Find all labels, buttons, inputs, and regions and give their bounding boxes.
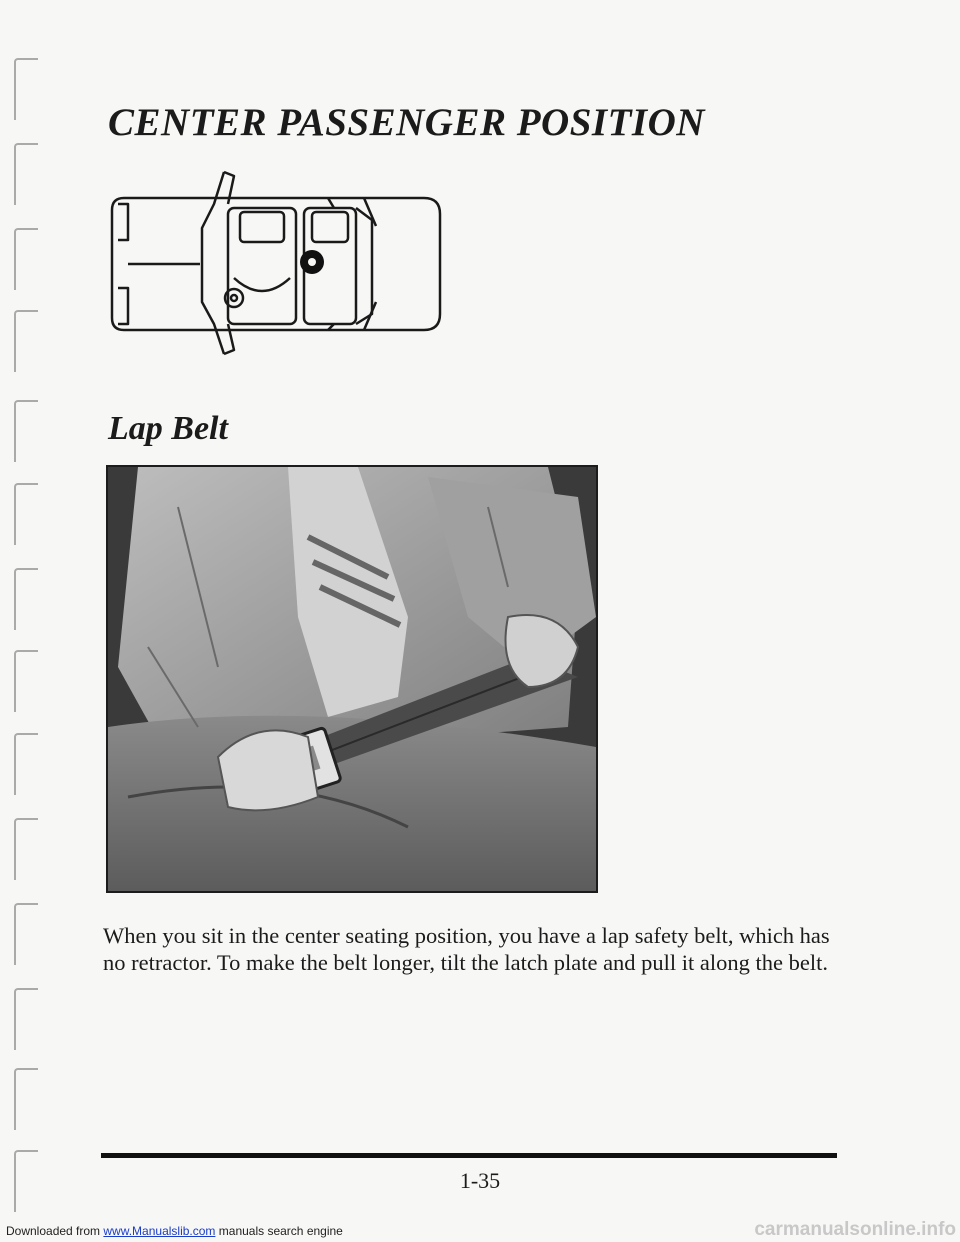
page-number: 1-35 bbox=[459, 1168, 501, 1193]
manualslib-link[interactable]: www.Manualslib.com bbox=[103, 1224, 216, 1238]
download-footer bbox=[6, 1224, 343, 1238]
page-title: CENTER PASSENGER POSITION bbox=[108, 101, 705, 144]
section-title: Lap Belt bbox=[108, 410, 228, 447]
footer-prefix: Downloaded from bbox=[6, 1224, 104, 1238]
footer-suffix: manuals search engine bbox=[215, 1224, 343, 1238]
car-seat-diagram bbox=[106, 168, 446, 356]
left-edge-marks bbox=[0, 0, 40, 1242]
watermark-text: carmanualsonline.info bbox=[754, 1219, 956, 1240]
footer-rule bbox=[101, 1153, 837, 1158]
body-paragraph: When you sit in the center seating position, you have a lap safety belt, which has no retractor. To make the belt longer, tilt the latch plate and pull it along the belt. bbox=[103, 923, 830, 975]
lap-belt-photo bbox=[106, 465, 598, 893]
